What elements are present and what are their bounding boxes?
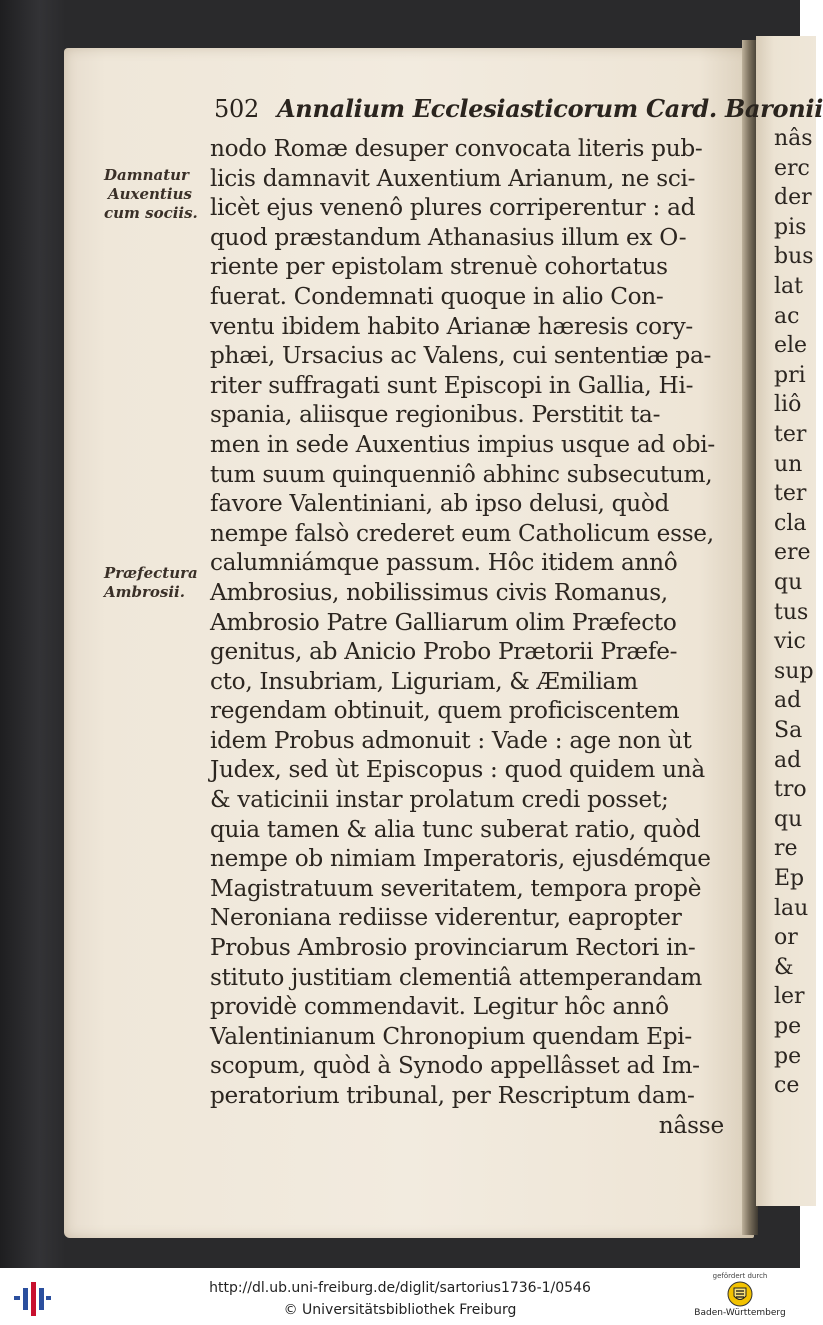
text-line: Neroniana rediisse viderentur, eapropter bbox=[210, 904, 682, 932]
running-title: Annalium Ecclesiasticorum Card. Baronii bbox=[276, 94, 823, 123]
facing-page-text: erc bbox=[774, 155, 810, 181]
body-text bbox=[210, 134, 730, 1140]
margin-note-line: Auxentius bbox=[108, 185, 192, 203]
text-line: cto, Insubriam, Liguriam, & Æmiliam bbox=[210, 667, 638, 695]
facing-page-text: ere bbox=[774, 540, 811, 566]
funder-block bbox=[692, 1272, 788, 1324]
facing-page-text: Sa bbox=[774, 718, 803, 743]
facing-page-text: tro bbox=[774, 777, 807, 803]
facing-page-text: bus bbox=[774, 244, 814, 270]
text-line: idem Probus admonuit : Vade : age non ùt bbox=[210, 726, 692, 754]
facing-page-text: lau bbox=[774, 895, 809, 921]
text-line: tum suum quinquenniô abhinc subsecutum, bbox=[210, 460, 713, 488]
text-line: phæi, Ursacius ac Valens, cui sententiæ pa- bbox=[210, 342, 712, 370]
text-line: fuerat. Condemnati quoque in alio Con- bbox=[210, 282, 664, 310]
text-line: scopum, quòd à Synodo appellâsset ad Im- bbox=[210, 1052, 700, 1080]
facing-page-text: qu bbox=[774, 806, 803, 832]
footer-bar bbox=[0, 1268, 800, 1325]
facing-page-text: nâs bbox=[774, 126, 813, 151]
text-line: riter suffragati sunt Episcopi in Gallia, Hi- bbox=[210, 371, 694, 399]
margin-note-line: cum sociis. bbox=[104, 204, 198, 222]
text-line: nempe falsò crederet eum Catholicum esse, bbox=[210, 519, 714, 547]
facing-page-text: pis bbox=[774, 214, 807, 240]
catchword: nâsse bbox=[658, 1111, 724, 1139]
margin-note-line: Ambrosii. bbox=[104, 583, 185, 601]
facing-page-text: ac bbox=[774, 303, 800, 329]
facing-page-text: vic bbox=[774, 629, 806, 655]
text-line: quod præstandum Athanasius illum ex O- bbox=[210, 223, 687, 251]
page-number: 502 bbox=[214, 95, 259, 123]
facing-page-text: lat bbox=[774, 274, 803, 299]
text-line: Valentinianum Chronopium quendam Epi- bbox=[210, 1022, 692, 1050]
margin-note-damnatur bbox=[104, 166, 198, 223]
facing-page-text: re bbox=[774, 836, 798, 862]
text-line: nempe ob nimiam Imperatoris, ejusdémque bbox=[210, 845, 711, 873]
facing-page-text: ad bbox=[774, 747, 802, 773]
text-line: & vaticinii instar prolatum credi posset; bbox=[210, 786, 669, 814]
text-line: riente per epistolam strenuè cohortatus bbox=[210, 253, 668, 281]
text-line: peratorium tribunal, per Rescriptum dam- bbox=[210, 1082, 695, 1109]
text-line: spania, aliisque regionibus. Perstitit ta- bbox=[210, 401, 661, 429]
margin-note-line: Præfectura bbox=[104, 564, 198, 582]
copyright-notice: © Universitätsbibliothek Freiburg bbox=[283, 1302, 517, 1318]
facing-page-text: pri bbox=[774, 362, 806, 388]
text-line: Magistratuum severitatem, tempora propè bbox=[210, 874, 702, 902]
text-line: providè commendavit. Legitur hôc annô bbox=[210, 993, 669, 1021]
facing-page-fragment bbox=[756, 36, 816, 1206]
text-line: Ambrosio Patre Galliarum olim Præfecto bbox=[210, 608, 677, 636]
facing-page-text: cla bbox=[774, 510, 807, 536]
margin-note-praefectura bbox=[104, 564, 198, 602]
facing-page-text: un bbox=[774, 451, 803, 477]
facing-page-text: sup bbox=[774, 658, 814, 684]
running-header bbox=[214, 94, 823, 130]
facing-page-text: qu bbox=[774, 570, 803, 595]
text-line: regendam obtinuit, quem proficiscentem bbox=[210, 697, 680, 725]
facing-page-text: Ep bbox=[774, 866, 805, 891]
facing-page-text: & bbox=[774, 954, 794, 980]
text-line: nodo Romæ desuper convocata literis pub- bbox=[210, 135, 703, 162]
source-url[interactable]: http://dl.ub.uni-freiburg.de/diglit/sartorius1736-1/0546 bbox=[209, 1280, 591, 1296]
text-line: licèt ejus venenô plures corriperentur : ad bbox=[210, 194, 696, 222]
facing-page-text: ter bbox=[774, 422, 807, 447]
text-line: Judex, sed ùt Episcopus : quod quidem unà bbox=[210, 756, 705, 784]
funded-by-label: gefördert durch bbox=[712, 1272, 768, 1280]
coat-of-arms-icon bbox=[727, 1281, 753, 1307]
facing-page-text: ele bbox=[774, 333, 808, 359]
margin-note-line: Damnatur bbox=[104, 166, 189, 184]
text-line: men in sede Auxentius impius usque ad obi- bbox=[210, 430, 715, 458]
facing-page-text: tus bbox=[774, 599, 809, 625]
text-line: genitus, ab Anicio Probo Prætorii Præfe- bbox=[210, 638, 678, 666]
facing-page-text: pe bbox=[774, 1043, 802, 1069]
facing-page-text: liô bbox=[774, 392, 802, 418]
facing-page-text: der bbox=[774, 185, 812, 211]
text-line: ventu ibidem habito Arianæ hæresis cory- bbox=[210, 312, 693, 340]
facing-page-text: ce bbox=[774, 1073, 800, 1099]
text-line: calumniámque passum. Hôc itidem annô bbox=[210, 549, 678, 577]
text-line: favore Valentiniani, ab ipso delusi, quòd bbox=[210, 490, 670, 518]
facing-page-text: or bbox=[774, 925, 798, 951]
funder-name: Baden-Württemberg bbox=[694, 1308, 786, 1318]
text-line: licis damnavit Auxentium Arianum, ne sci- bbox=[210, 164, 696, 192]
text-line: quia tamen & alia tunc suberat ratio, quòd bbox=[210, 815, 701, 843]
text-line: Probus Ambrosio provinciarum Rectori in- bbox=[210, 934, 696, 962]
text-line: stituto justitiam clementiâ attemperandam bbox=[210, 963, 702, 991]
text-line: Ambrosius, nobilissimus civis Romanus, bbox=[210, 578, 668, 606]
book-edge-left bbox=[0, 0, 66, 1268]
facing-page-text: ter bbox=[774, 481, 807, 507]
facing-page-text: pe bbox=[774, 1014, 802, 1039]
facing-page-text: ler bbox=[774, 984, 805, 1010]
facing-page-text: ad bbox=[774, 688, 802, 714]
